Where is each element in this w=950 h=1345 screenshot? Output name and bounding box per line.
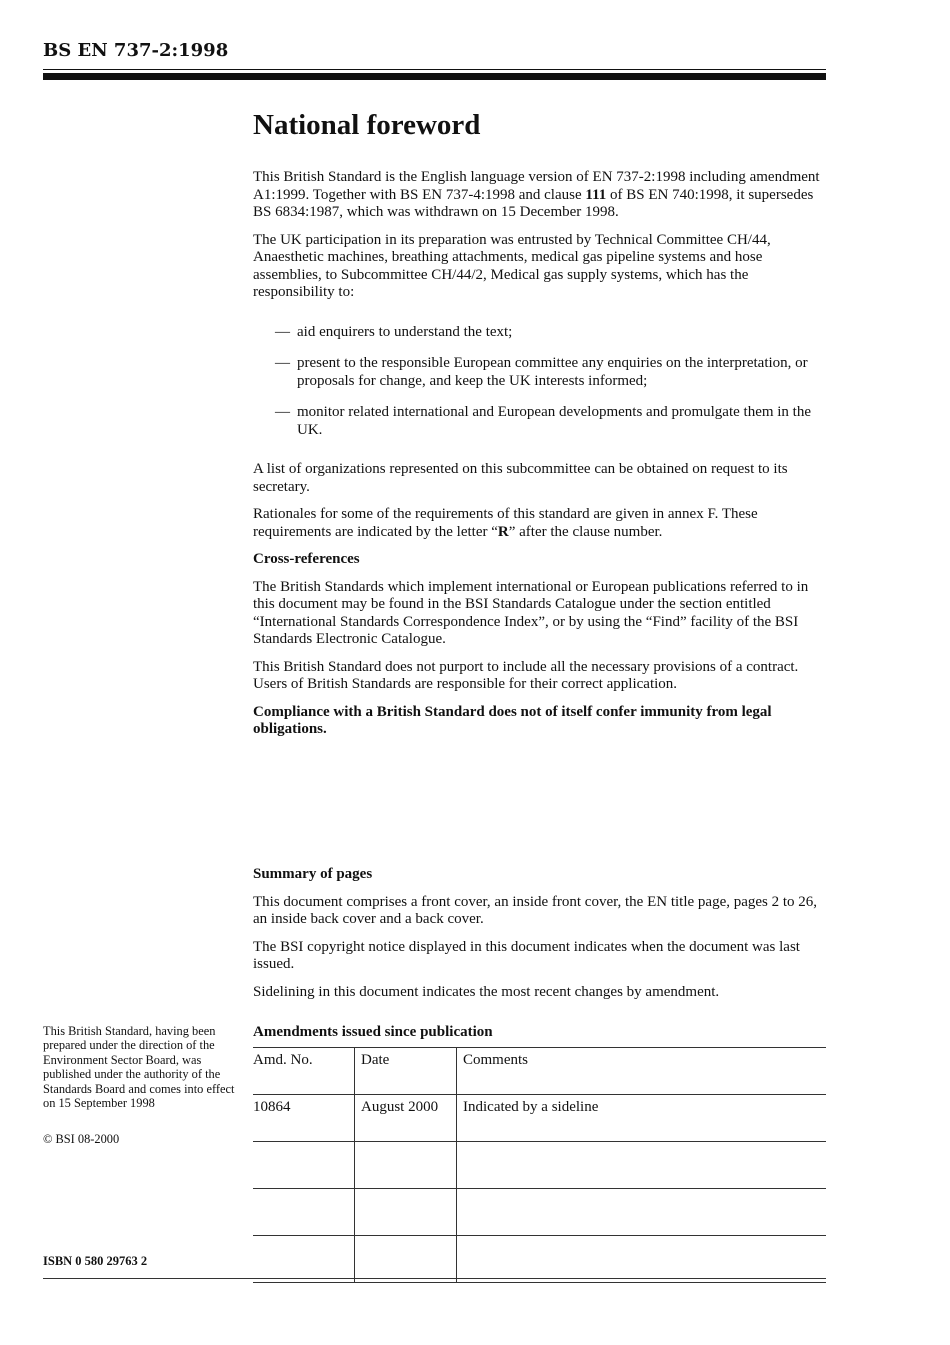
table-cell [253,1236,355,1283]
table-cell [355,1236,457,1283]
table-cell [457,1142,827,1189]
table-row [253,1189,826,1236]
table-cell: August 2000 [355,1095,457,1142]
list-item: — aid enquirers to understand the text; [275,323,513,340]
table-row [253,1095,826,1142]
compliance-note: Compliance with a British Standard does not of itself confer immunity from legal obligations. [253,703,772,737]
foreword-paragraph-2: The UK participation in its preparation was entrusted by Technical Committee CH/44, Anaesthetic machines, breathing attachments, medical gas pipeline systems and hose assemblies, to Subcommittee CH/44/2, Medical gas supply systems, which has the responsibility to: [253,231,771,300]
table-cell [355,1142,457,1189]
publication-note: This British Standard, having been prepared under the direction of the Environment Sector Board, was published under the authority of the Standards Board and comes into effect on 15 September 1998 [43,1024,235,1111]
table-row [253,1142,826,1189]
summary-paragraph-1: This document comprises a front cover, an inside front cover, the EN title page, pages 2 to 26, an inside back cover and a back cover. [253,893,818,927]
document-code: BS EN 737-2:1998 [43,40,229,61]
isbn-number: ISBN 0 580 29763 2 [43,1254,148,1268]
foreword-paragraph-6: This British Standard does not purport to include all the necessary provisions of a contract. Users of British Standards are responsible for their correct application. [253,658,799,692]
page-title: National foreword [253,109,481,141]
table-cell: Indicated by a sideline [457,1095,827,1142]
list-item: — present to the responsible European committee any enquiries on the interpretation, or proposals for change, and keep the UK interests informed; [275,355,808,389]
summary-section [253,866,828,1011]
cross-references-heading: Cross-references [253,551,360,567]
column-header-date: Date [355,1048,457,1095]
table-cell: 10864 [253,1095,355,1142]
table-cell [457,1189,827,1236]
foreword-section [253,108,828,749]
summary-paragraph-2: The BSI copyright notice displayed in this document indicates when the document was last issued. [253,938,800,972]
list-item: — monitor related international and European developments and promulgate them in the UK. [275,404,812,438]
foreword-paragraph-5: The British Standards which implement international or European publications referred to in this document may be found in the BSI Standards Catalogue under the section entitled “International Standards Correspondence Index”, or by using the “Find” facility of the BSI Standards Electronic Catalogue. [253,578,809,647]
list-dash: — [275,404,290,420]
column-header-amd-no: Amd. No. [253,1048,355,1095]
foreword-paragraph-1: This British Standard is the English language version of EN 737-2:1998 including amendment A1:1999. Together with BS EN 737-4:1998 and clause 111 of BS EN 740:1998, it supersedes BS 6834:1987, which was withdrawn on 15 December 1998. [253,169,820,220]
foreword-paragraph-3: A list of organizations represented on this subcommittee can be obtained on request to its secretary. [253,461,788,495]
header-rule-thin [43,69,826,70]
list-dash: — [275,355,290,371]
amendments-heading: Amendments issued since publication [253,1024,493,1040]
responsibility-list [253,324,828,440]
footer-rule [43,1278,826,1279]
summary-heading: Summary of pages [253,866,373,882]
header-rule-thick [43,73,826,80]
amendments-table [253,1047,826,1283]
table-cell [457,1236,827,1283]
sidebar-notes [43,1024,238,1169]
table-cell [355,1189,457,1236]
table-header-row [253,1048,826,1095]
foreword-paragraph-4: Rationales for some of the requirements of this standard are given in annex F. These requirements are indicated by the letter “R” after the clause number. [253,506,758,540]
list-dash: — [275,323,290,340]
table-cell [253,1142,355,1189]
summary-paragraph-3: Sidelining in this document indicates the most recent changes by amendment. [253,983,720,1000]
amendments-section [253,1023,826,1283]
table-cell [253,1189,355,1236]
column-header-comments: Comments [457,1048,827,1095]
rationale-letter: R [497,523,509,540]
clause-number: 111 [585,186,607,203]
copyright-notice: © BSI 08-2000 [43,1132,120,1147]
table-row [253,1236,826,1283]
